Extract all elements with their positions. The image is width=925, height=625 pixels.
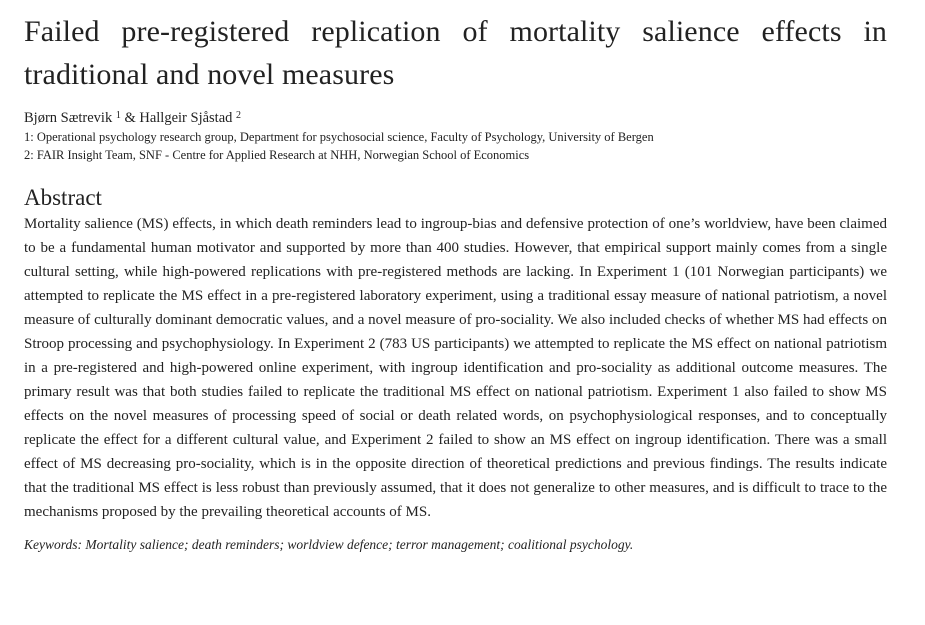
affiliation-1: 1: Operational psychology research group, Department for psychosocial science, Faculty of Psychology, University of Bergen [24,130,654,144]
author-2-name: Hallgeir Sjåstad [139,110,233,126]
author-1-name: Bjørn Sætrevik [24,110,113,126]
author-1-affiliation-mark: 1 [115,110,121,121]
abstract-body: Mortality salience (MS) effects, in which death reminders lead to ingroup-bias and defensive protection of one’s worldview, have been claimed to be a fundamental human motivator and supported by more than 400 studies. However, that empirical support mainly comes from a single cultural setting, while high-powered replications with pre-registered methods are lacking. In Experiment 1 (101 Norwegian participants) we attempted to replicate the MS effect in a pre-registered laboratory experiment, using a traditional essay measure of national patriotism, a novel measure of culturally dominant democratic values, and a novel measure of pro-sociality. We also included checks of whether MS had effects on Stroop processing and psychophysiology. In Experiment 2 (783 US participants) we attempted to replicate the MS effect on national patriotism in a pre-registered and high-powered online experiment, with ingroup identification and pro-sociality as additional outcome measures. The primary result was that both studies failed to replicate the traditional MS effect on national patriotism. Experiment 1 also failed to show MS effects on the novel measures of processing speed of social or death related words, on psychophysiological responses, and to conceptually replicate the effect for a different cultural value, and Experiment 2 failed to show an MS effect on ingroup identification. There was a small effect of MS decreasing pro-sociality, which is in the opposite direction of theoretical predictions and previous findings. The results indicate that the traditional MS effect is less robust than previously assumed, that it does not generalize to other measures, and is difficult to trace to the mechanisms proposed by the prevailing theoretical accounts of MS. [24,216,887,520]
affiliation-2: 2: FAIR Insight Team, SNF - Centre for Applied Research at NHH, Norwegian School of Economics [24,148,530,162]
author-line [24,108,887,128]
author-2-affiliation-mark: 2 [236,110,242,121]
author-separator: & [120,110,140,126]
abstract-heading: Abstract [24,185,102,210]
keywords-line: Keywords: Mortality salience; death reminders; worldview defence; terror management; coalitional psychology. [24,537,634,552]
paper-title: Failed pre-registered replication of mortality salience effects in traditional and novel measures [24,15,887,91]
